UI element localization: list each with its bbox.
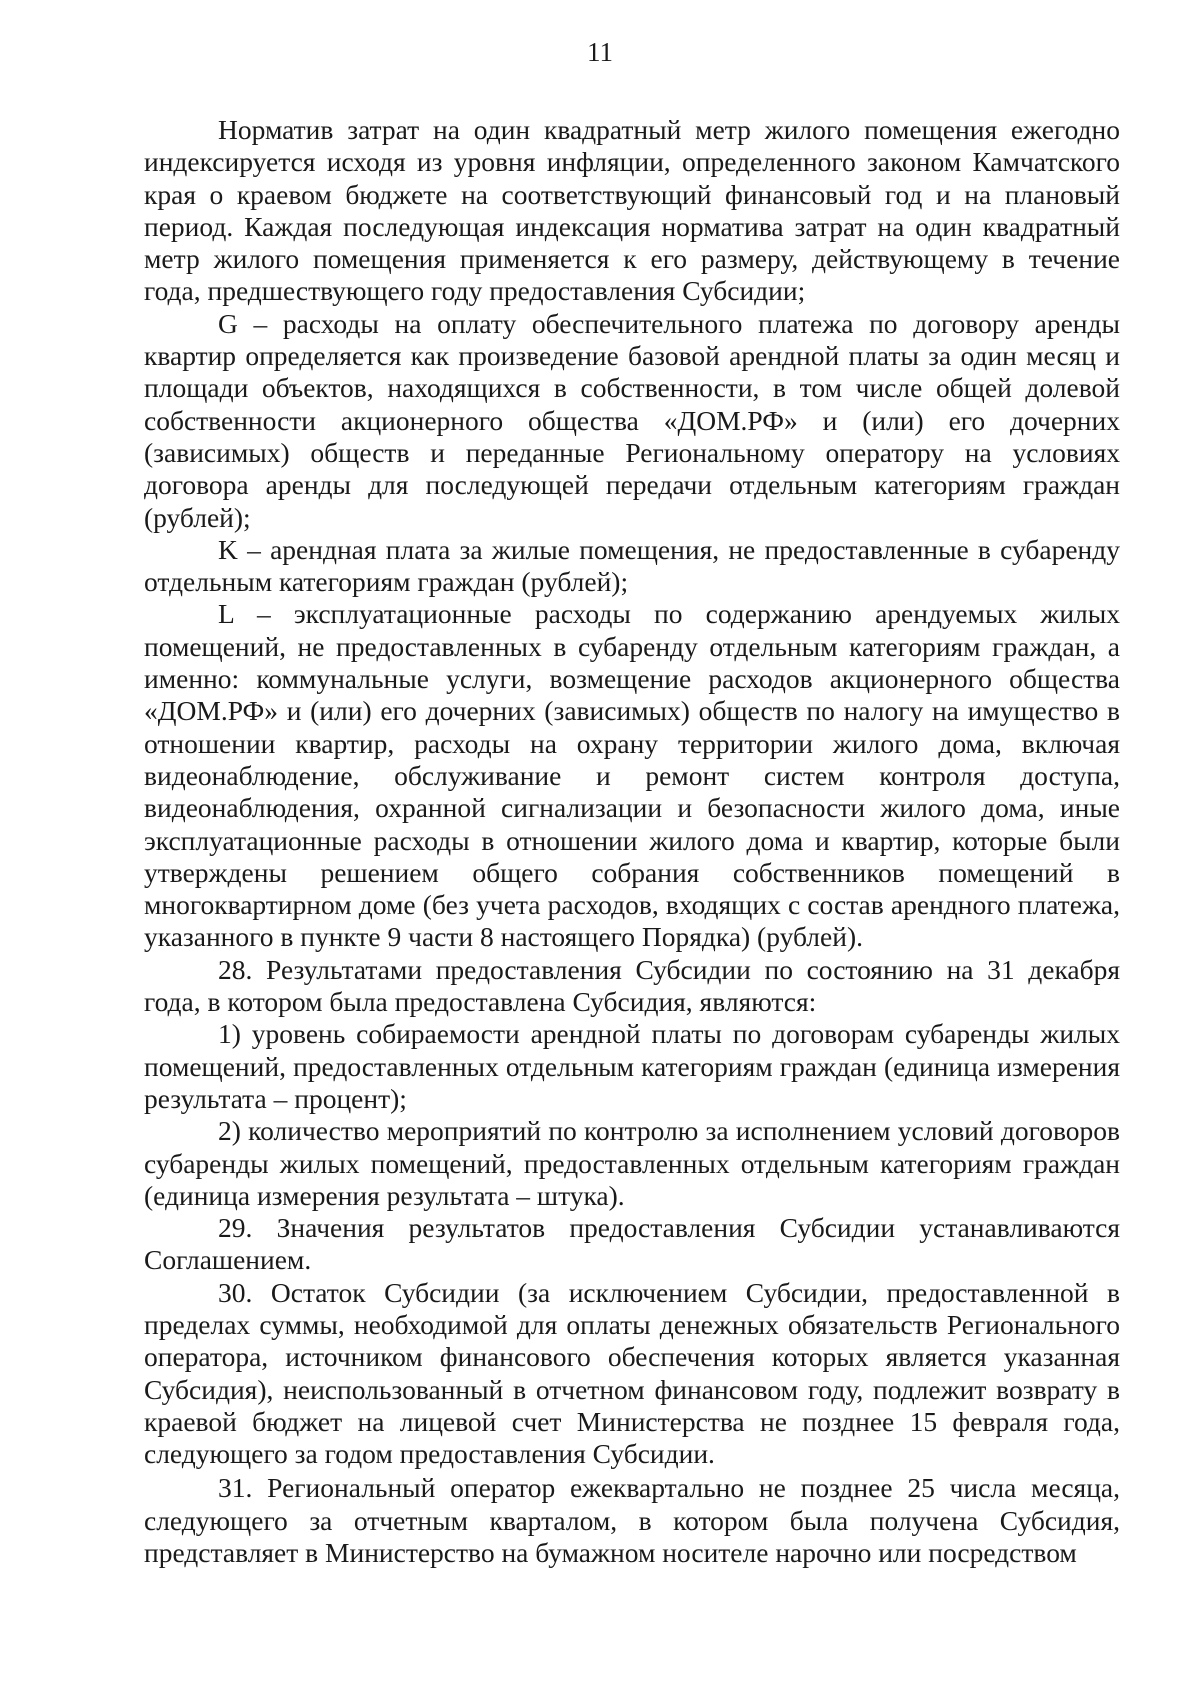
paragraph-30: 30. Остаток Субсидии (за исключением Субсидии, предоставленной в пределах суммы, необходимой для оплаты денежных обязательств Регионального оператора, источником финансового обеспечения которых является указанная Субсидия), неиспользованный в отчетном финансовом году, подлежит возврату в краевой бюджет на лицевой счет Министерства не позднее 15 февраля года, следующего за годом предоставления Субсидии. (144, 1276, 1120, 1470)
paragraph-g-definition: G – расходы на оплату обеспечительного платежа по договору аренды квартир определяется как произведение базовой арендной платы за один месяц и площади объектов, находящихся в собственности, в том числе общей долевой собственности акционерного общества «ДОМ.РФ» и (или) его дочерних (зависимых) обществ и переданные Региональному оператору на условиях договора аренды для последующей передачи отдельным категориям граждан (рублей); (144, 307, 1120, 533)
paragraph-l-definition: L – эксплуатационные расходы по содержанию арендуемых жилых помещений, не предоставленных в субаренду отдельным категориям граждан, а именно: коммунальные услуги, возмещение расходов акционерного общества «ДОМ.РФ» и (или) его дочерних (зависимых) обществ по налогу на имущество в отношении квартир, расходы на охрану территории жилого дома, включая видеонаблюдение, обслуживание и ремонт систем контроля доступа, видеонаблюдения, охранной сигнализации и безопасности жилого дома, иные эксплуатационные расходы в отношении жилого дома и квартир, которые были утверждены решением общего собрания собственников помещений в многоквартирном доме (без учета расходов, входящих с состав арендного платежа, указанного в пункте 9 части 8 настоящего Порядка) (рублей). (144, 598, 1120, 953)
paragraph-31: 31. Региональный оператор ежеквартально не позднее 25 числа месяца, следующего за отчетным кварталом, в котором была получена Субсидия, представляет в Министерство на бумажном носителе нарочно или посредством (144, 1472, 1120, 1569)
paragraph-28-item-2: 2) количество мероприятий по контролю за исполнением условий договоров субаренды жилых помещений, предоставленных отдельным категориям граждан (единица измерения результата – штука). (144, 1115, 1120, 1211)
paragraph-normative-indexation: Норматив затрат на один квадратный метр жилого помещения ежегодно индексируется исходя из уровня инфляции, определенного законом Камчатского края о краевом бюджете на соответствующий финансовый год и на плановый период. Каждая последующая индексация норматива затрат на один квадратный метр жилого помещения применяется к его размеру, действующему в течение года, предшествующего году предоставления Субсидии; (144, 114, 1120, 307)
document-body (144, 114, 1120, 1569)
paragraph-29: 29. Значения результатов предоставления Субсидии устанавливаются Соглашением. (144, 1212, 1120, 1276)
page-number: 11 (587, 37, 613, 67)
paragraph-28: 28. Результатами предоставления Субсидии по состоянию на 31 декабря года, в котором была предоставлена Субсидия, являются: (144, 953, 1120, 1018)
paragraph-28-item-1: 1) уровень собираемости арендной платы по договорам субаренды жилых помещений, предоставленных отдельным категориям граждан (единица измерения результата – процент); (144, 1018, 1120, 1114)
paragraph-k-definition: K – арендная плата за жилые помещения, не предоставленные в субаренду отдельным категориям граждан (рублей); (144, 533, 1120, 598)
